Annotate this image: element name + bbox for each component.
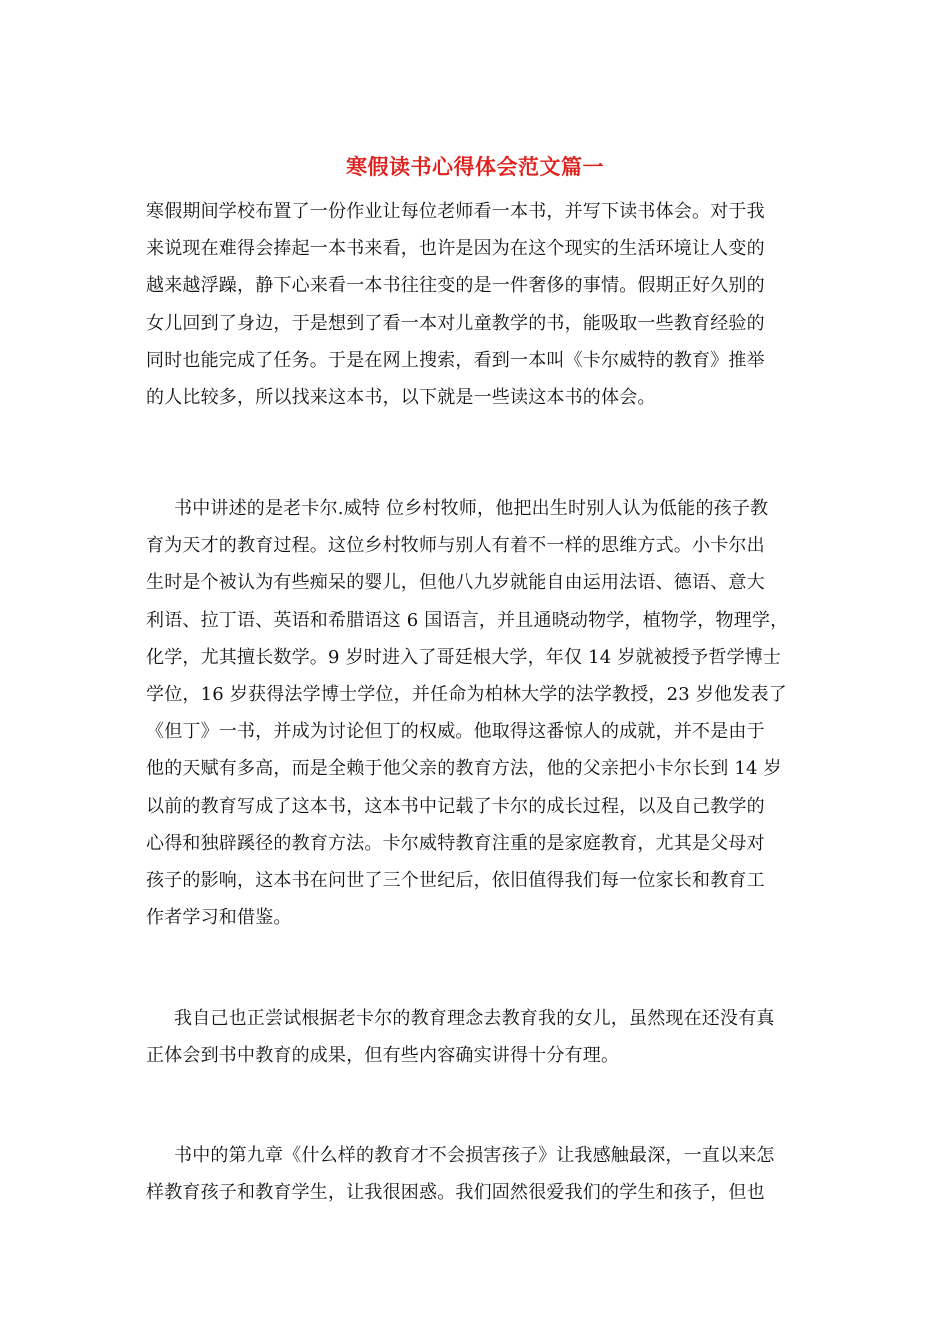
paragraph-2 — [146, 490, 806, 936]
text-line: 寒假期间学校布置了一份作业让每位老师看一本书，并写下读书体会。对于我 — [146, 201, 765, 222]
document-title: 寒假读书心得体会范文篇一 — [346, 154, 604, 179]
text-line: 样教育孩子和教育学生，让我很困惑。我们固然很爱我们的学生和孩子，但也 — [146, 1182, 765, 1204]
paragraph-4 — [146, 1137, 806, 1211]
text-line: 孩子的影响，这本书在问世了三个世纪后，依旧值得我们每一位家长和教育工 — [146, 870, 765, 892]
text-line: 正体会到书中教育的成果，但有些内容确实讲得十分有理。 — [146, 1045, 620, 1067]
text-line: 利语、拉丁语、英语和希腊语这 6 国语言，并且通晓动物学，植物学，物理学， — [146, 609, 789, 631]
text-line: 书中的第九章《什么样的教育才不会损害孩子》让我感触最深，一直以来怎 — [174, 1145, 775, 1166]
text-line: 学位，16 岁获得法学博士学位，并任命为柏林大学的法学教授，23 岁他发表了 — [146, 684, 787, 706]
text-line: 来说现在难得会捧起一本书来看，也许是因为在这个现实的生活环境让人变的 — [146, 238, 765, 260]
text-line: 生时是个被认为有些痴呆的婴儿，但他八九岁就能自由运用法语、德语、意大 — [146, 572, 765, 594]
paragraph-1 — [146, 193, 806, 416]
text-line: 化学，尤其擅长数学。9 岁时进入了哥廷根大学，年仅 14 岁就被授予哲学博士 — [146, 646, 782, 668]
text-line: 育为天才的教育过程。这位乡村牧师与别人有着不一样的思维方式。小卡尔出 — [146, 535, 765, 557]
paragraph-3 — [146, 1000, 806, 1074]
text-line: 女儿回到了身边，于是想到了看一本对儿童教学的书，能吸取一些教育经验的 — [146, 312, 765, 334]
text-line: 《但丁》一书，并成为讨论但丁的权威。他取得这番惊人的成就，并不是由于 — [146, 721, 765, 743]
text-line: 我自己也正尝试根据老卡尔的教育理念去教育我的女儿，虽然现在还没有真 — [174, 1008, 775, 1029]
text-line: 的人比较多，所以找来这本书，以下就是一些读这本书的体会。 — [146, 387, 656, 409]
text-line: 作者学习和借鉴。 — [146, 907, 292, 929]
text-line: 越来越浮躁，静下心来看一本书往往变的是一件奢侈的事情。假期正好久别的 — [146, 275, 765, 297]
text-line: 同时也能完成了任务。于是在网上搜索，看到一本叫《卡尔威特的教育》推举 — [146, 349, 765, 371]
text-line: 书中讲述的是老卡尔.威特 位乡村牧师，他把出生时别人认为低能的孩子教 — [174, 498, 769, 519]
text-line: 以前的教育写成了这本书，这本书中记载了卡尔的成长过程，以及自己教学的 — [146, 795, 765, 817]
text-line: 他的天赋有多高，而是全赖于他父亲的教育方法，他的父亲把小卡尔长到 14 岁 — [146, 758, 782, 780]
text-line: 心得和独辟蹊径的教育方法。卡尔威特教育注重的是家庭教育，尤其是父母对 — [146, 832, 765, 854]
